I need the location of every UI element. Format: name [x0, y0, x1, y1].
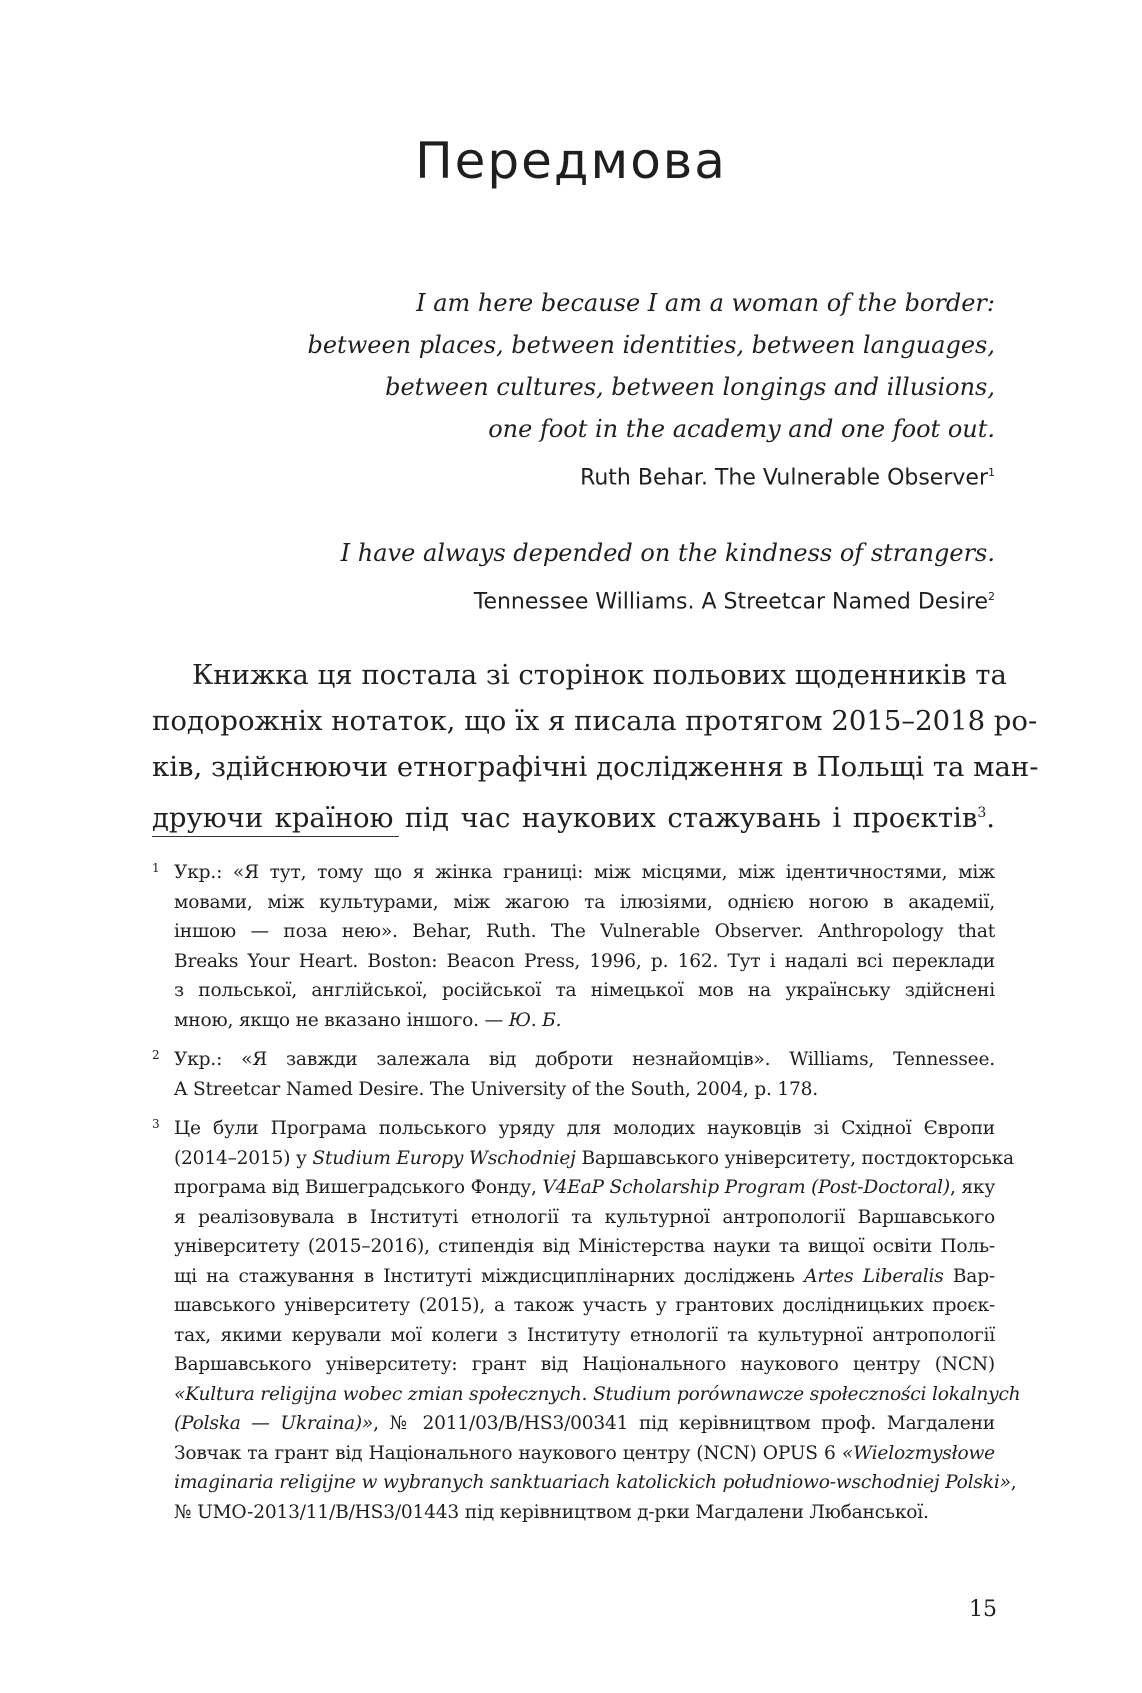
body-line-last: друючи країною під час наукових стажувань і проєктів$^3$.	[152, 802, 995, 835]
footnote-line	[174, 1144, 1014, 1174]
footnote-line: університету (2015–2016), стипендія від Міністерства науки та вищої освіти Поль-	[174, 1236, 995, 1257]
footnote-italic: Studium Europy Wschodniej	[312, 1147, 576, 1169]
footnote-line	[174, 1409, 995, 1439]
footnote-ref[interactable]: 2	[988, 590, 995, 603]
footnote-line: мовами, між культурами, між жагою та ілюзіями, однією ногою в академії,	[174, 891, 995, 913]
footnote-italic: Artes Liberalis	[804, 1265, 944, 1287]
footnote-divider	[152, 836, 399, 837]
footnote-1	[152, 858, 995, 1035]
footnote-italic: «Wielozmysłowe	[841, 1442, 995, 1464]
footnote-number: 2	[152, 1048, 160, 1062]
body-line-text: друючи країною під час наукових стажувань і проєктів	[152, 802, 978, 835]
footnote-line: іншою — поза нею». Behar, Ruth. The Vulnerable Observer. Anthropology that	[174, 921, 995, 942]
footnote-line: з польської, англійської, російської та німецької мов на українську здійснені	[174, 980, 995, 1001]
footnote-line: шавського університету (2015), а також участь у грантових дослідницьких проєк-	[174, 1295, 995, 1316]
footnote-text: щі на стажування в Інституті міждисциплінарних досліджень	[174, 1265, 805, 1287]
footnote-ref[interactable]: 1	[988, 466, 995, 479]
epigraph-line: between cultures, between longings and illusions,	[385, 373, 995, 401]
footnote-text: мною, якщо не вказано іншого. —	[174, 1009, 509, 1031]
epigraph-behar	[307, 282, 995, 499]
epigraph-line: I have always depended on the kindness of strangers.	[340, 539, 995, 567]
footnote-line	[174, 1380, 1021, 1410]
page-number: 15	[969, 1597, 997, 1622]
footnote-line: Це були Програма польського уряду для молодих науковців зі Східної Європи	[174, 1118, 995, 1139]
footnote-italic: «Kultura religijna wobec zmian społecznych. Studium porównawcze społeczności lokalnych	[174, 1383, 1021, 1405]
footnote-3	[152, 1114, 1021, 1527]
footnote-italic: (Polska — Ukraina)»	[174, 1413, 374, 1434]
footnote-line: я реалізовувала в Інституті етнології та культурної антропології Варшавського	[174, 1206, 995, 1228]
epigraph-attribution	[307, 452, 995, 499]
epigraph-line: I am here because I am a woman of the border:	[416, 289, 995, 317]
footnote-line: тах, якими керували мої колеги з Інституту етнології та культурної антропології	[174, 1324, 995, 1346]
footnote-italic: V4EaP Scholarship Program (Post-Doctoral)	[542, 1177, 950, 1198]
footnote-line	[174, 1006, 995, 1036]
footnote-text: Вар-	[943, 1265, 995, 1287]
footnotes	[152, 858, 1021, 1537]
footnote-text: Зовчак та грант від Національного наукового центру (NCN) OPUS 6	[174, 1442, 842, 1464]
footnote-line	[174, 1468, 1017, 1498]
body-line: подорожніх нотаток, що їх я писала протягом 2015–2018 ро-	[152, 705, 1038, 737]
epigraph-williams	[341, 532, 995, 623]
body-line: Книжка ця постала зі сторінок польових щоденників та	[192, 659, 1007, 691]
footnote-italic: imaginaria religijne w wybranych sanktuariach katolickich południowo-wschodniej Polski»	[174, 1472, 1011, 1493]
attribution-text: Tennessee Williams. A Streetcar Named Desire	[473, 589, 988, 615]
attribution-text: Ruth Behar. The Vulnerable Observer	[580, 465, 988, 491]
footnote-text: ,	[1010, 1472, 1017, 1493]
epigraph-line: between places, between identities, between languages,	[307, 331, 995, 359]
footnote-line: Breaks Your Heart. Boston: Beacon Press, 1996, p. 162. Тут і надалі всі переклади	[174, 950, 995, 972]
footnote-text: , яку	[949, 1177, 996, 1198]
footnote-ref[interactable]: 3	[977, 805, 987, 821]
footnote-line: Укр.: «Я тут, тому що я жінка границі: між місцями, між ідентичностями, між	[174, 862, 995, 883]
footnote-line	[174, 1173, 995, 1203]
footnote-line	[174, 1439, 995, 1469]
footnote-line	[174, 1262, 995, 1292]
author-initials: Ю. Б.	[508, 1009, 562, 1031]
footnote-number: 1	[152, 861, 160, 875]
footnote-text: (2014–2015) у	[174, 1147, 313, 1169]
epigraph-line: one foot in the academy and one foot out.	[488, 415, 995, 443]
footnote-2	[152, 1045, 995, 1104]
footnote-line: № UMO-2013/11/B/HS3/01443 під керівництвом д-рки Магдалени Любанської.	[174, 1501, 929, 1523]
epigraph-attribution	[341, 576, 995, 623]
footnote-text: , № 2011/03/B/HS3/00341 під керівництвом проф. Магдалени	[373, 1413, 995, 1434]
footnote-number: 3	[152, 1117, 160, 1131]
footnote-line: Варшавського університету: грант від Національного наукового центру (NCN)	[174, 1354, 995, 1375]
body-paragraph	[152, 652, 1039, 841]
footnote-line: A Streetcar Named Desire. The University of the South, 2004, p. 178.	[174, 1078, 818, 1100]
page-title: Передмова	[415, 132, 727, 190]
body-line: ків, здійснюючи етнографічні дослідження в Польщі та ман-	[152, 751, 1039, 783]
footnote-text: програма від Вишеградського Фонду,	[174, 1177, 543, 1198]
footnote-line: Укр.: «Я завжди залежала від доброти незнайомців». Williams, Tennessee.	[174, 1049, 995, 1070]
footnote-text: Варшавського університету, постдокторська	[575, 1147, 1014, 1169]
